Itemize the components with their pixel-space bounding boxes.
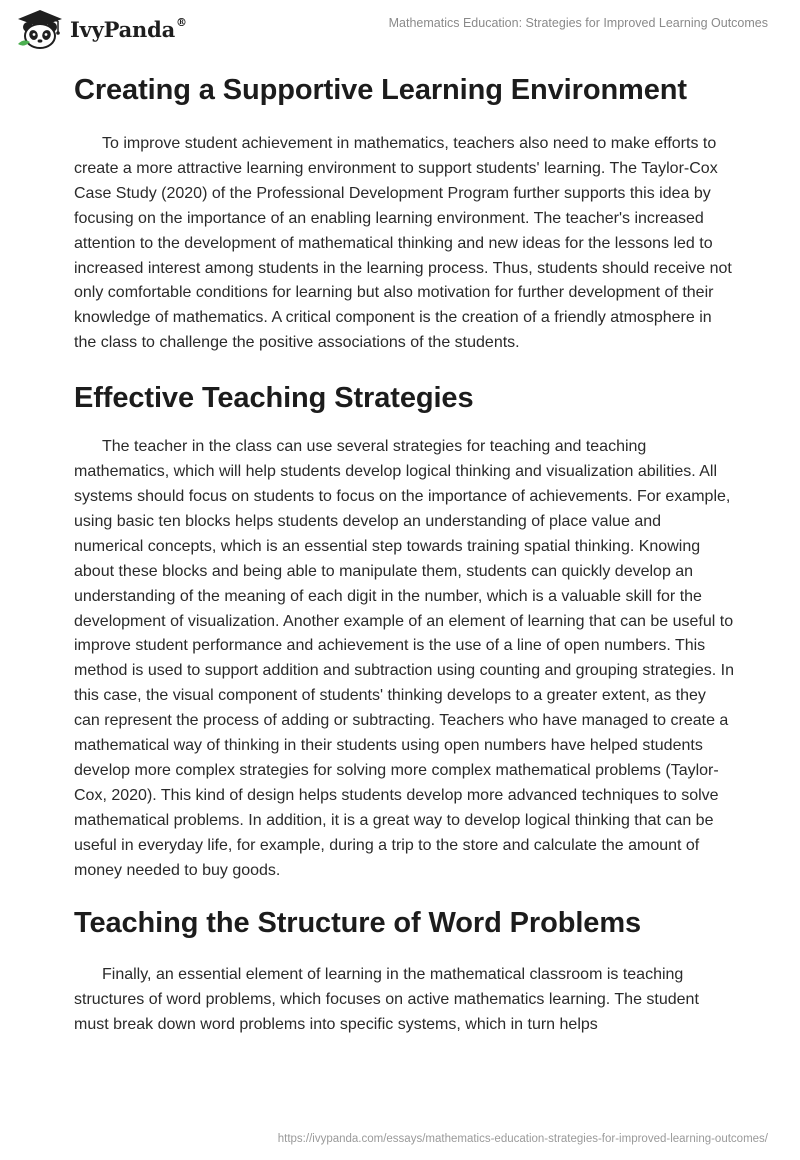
panda-graduation-cap-icon <box>14 8 66 50</box>
section-heading: Teaching the Structure of Word Problems <box>74 907 642 940</box>
logo-wordmark: IvyPanda® <box>70 15 187 42</box>
section-paragraph: To improve student achievement in mathematics, teachers also need to make efforts to create a more attractive learning environment to support students' learning. The Taylor-Cox Case Study (2020) of the Professional Development Program further supports this idea by focusing on the importance of an enabling learning environment. The teacher's increased attention to the development of mathematical thinking and new ideas for the lessons led to increased interest among students in the learning process. Thus, students should receive not only comfortable conditions for learning but also motivation for further development of their knowledge of mathematics. A critical component is the creation of a friendly atmosphere in the class to challenge the positive associations of the students. <box>74 135 732 352</box>
section-paragraph: Finally, an essential element of learning in the mathematical classroom is teaching structures of word problems, which focuses on active mathematics learning. The student must break down word problems into specific systems, which in turn helps <box>74 966 699 1034</box>
section-paragraph: The teacher in the class can use several strategies for teaching and teaching mathematics, which will help students develop logical thinking and visualization abilities. All systems should focus on students to focus on the importance of achievements. For example, using basic ten blocks helps students develop an understanding of place value and numerical concepts, which is an essential step towards training spatial thinking. Knowing about these blocks and being able to manipulate them, students can quickly develop an understanding of the meaning of each digit in the number, which is a valuable skill for the development of visualization. Another example of an element of learning that can be useful to improve student performance and achievement is the use of a line of open numbers. This method is used to support addition and subtraction using counting and grouping strategies. In this case, the visual component of students' thinking develops to a greater extent, as they can represent the process of adding or subtracting. Teachers who have managed to create a mathematical way of thinking in their students using open numbers have helped students develop more complex strategies for solving more complex mathematical problems (Taylor-Cox, 2020). This kind of design helps students develop more advanced techniques to solve mathematical problems. In addition, it is a great way to develop logical thinking that can be useful in everyday life, for example, during a trip to the store and calculate the amount of money needed to buy goods. <box>74 438 734 879</box>
section-word-problems <box>74 903 734 1038</box>
page-header <box>0 0 800 60</box>
section-heading: Effective Teaching Strategies <box>74 382 474 415</box>
section-teaching-strategies <box>74 378 734 883</box>
document-title: Mathematics Education: Strategies for Improved Learning Outcomes <box>388 16 768 30</box>
ivypanda-logo[interactable] <box>14 8 187 50</box>
section-heading: Creating a Supportive Learning Environment <box>74 74 687 106</box>
essay-content <box>74 70 734 1038</box>
section-supportive-environment <box>74 70 734 356</box>
page-url-footer[interactable]: https://ivypanda.com/essays/mathematics-education-strategies-for-improved-learning-outcomes/ <box>277 1133 768 1145</box>
